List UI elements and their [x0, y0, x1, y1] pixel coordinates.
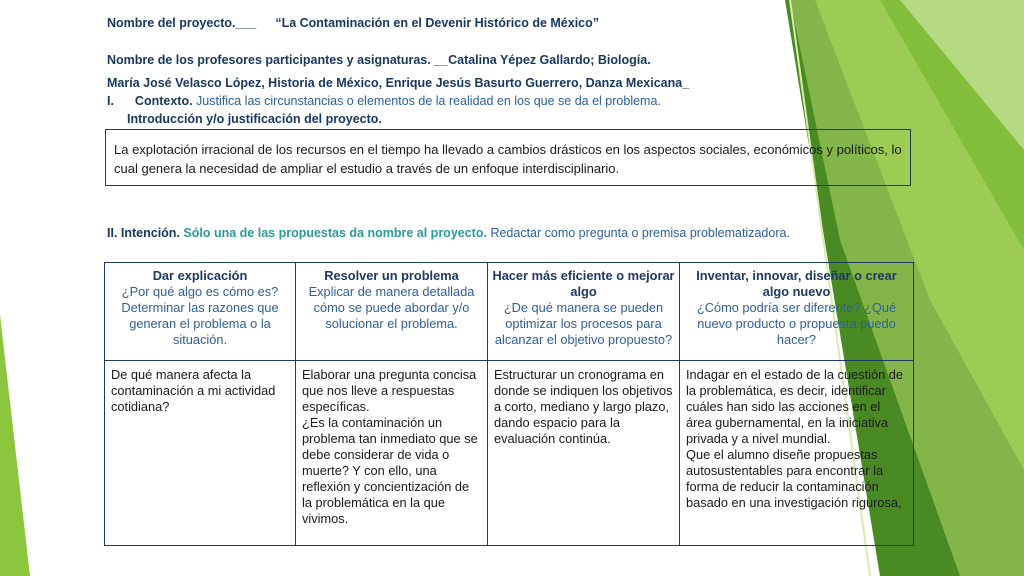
table-row — [105, 361, 914, 546]
cell-text: Estructurar un cronograma en donde se indiquen los objetivos a corto, mediano y largo plazo, dando espacio para la evaluación continúa. — [494, 367, 673, 446]
project-name: “La Contaminación en el Devenir Histórico de México” — [275, 16, 600, 30]
cell-inventar-innovar — [680, 361, 914, 546]
header-description: Explicar de manera detallada cómo se puede abordar y/o solucionar el problema. — [308, 284, 475, 331]
proposals-table — [104, 262, 914, 546]
cell-resolver-problema — [296, 361, 488, 546]
cell-text: Elaborar una pregunta concisa que nos lleve a respuestas específicas. — [302, 367, 477, 414]
context-number: I. — [107, 94, 114, 108]
header-description: ¿De qué manera se pueden optimizar los procesos para alcanzar el objetivo propuesto? — [494, 300, 673, 347]
table-header-row — [105, 263, 914, 361]
cell-hacer-eficiente — [488, 361, 680, 546]
cell-text: Indagar en el estado de la cuestión de la problemática, es decir, identificar cuáles han sido las acciones en el área gubernamental, en la iniciativa privada y a nivel mundial. — [686, 367, 903, 446]
context-text-box: La explotación irracional de los recursos en el tiempo ha llevado a cambios drásticos en los aspectos sociales, económicos y políticos, lo cual genera la necesidad de ampliar el estudio a través de un enfoque interdisciplinario. — [105, 129, 911, 186]
context-description: Justifica las circunstancias o elementos de la realidad en los que se da el problema. — [196, 94, 661, 108]
header-description: ¿Por qué algo es cómo es? Determinar las razones que generan el problema o la situación. — [121, 284, 279, 347]
header-description: ¿Cómo podría ser diferente? ¿Qué nuevo producto o propuesta puedo hacer? — [696, 300, 897, 347]
intention-description: Redactar como pregunta o premisa problematizadora. — [490, 226, 790, 240]
header-title: Resolver un problema — [324, 268, 459, 283]
header-title: Dar explicación — [152, 268, 248, 283]
cell-text-2: ¿Es la contaminación un problema tan inmediato que se debe considerar de vida o muerte? Y con ello, una reflexión y concientización de la problemática en la que vivimos. — [302, 415, 478, 526]
header-title: Hacer más eficiente o mejorar algo — [492, 268, 675, 299]
project-label: Nombre del proyecto.___ — [107, 16, 257, 30]
context-label: Contexto. — [134, 94, 193, 108]
intention-highlight: Sólo una de las propuestas da nombre al proyecto. — [183, 226, 487, 240]
teachers-line-2: María José Velasco López, Historia de México, Enrique Jesús Basurto Guerrero, Danza Mexicana_ — [107, 76, 690, 90]
project-title-line — [107, 16, 599, 30]
context-heading — [107, 94, 661, 108]
cell-text: De qué manera afecta la contaminación a mi actividad cotidiana? — [111, 367, 276, 414]
intention-label: II. Intención. — [107, 226, 180, 240]
header-title: Inventar, innovar, diseñar o crear algo nuevo — [696, 268, 897, 299]
cell-text-2: Que el alumno diseñe propuestas autosustentables para encontrar la forma de reducir la contaminación basado en una investigación rigurosa, — [686, 447, 902, 510]
header-inventar-innovar — [680, 263, 914, 361]
context-subheading: Introducción y/o justificación del proyecto. — [127, 112, 382, 126]
header-dar-explicacion — [105, 263, 296, 361]
teachers-line: Nombre de los profesores participantes y asignaturas. __Catalina Yépez Gallardo; Biología. — [107, 53, 651, 67]
cell-dar-explicacion — [105, 361, 296, 546]
intention-heading — [107, 226, 790, 240]
header-hacer-eficiente — [488, 263, 680, 361]
header-resolver-problema — [296, 263, 488, 361]
